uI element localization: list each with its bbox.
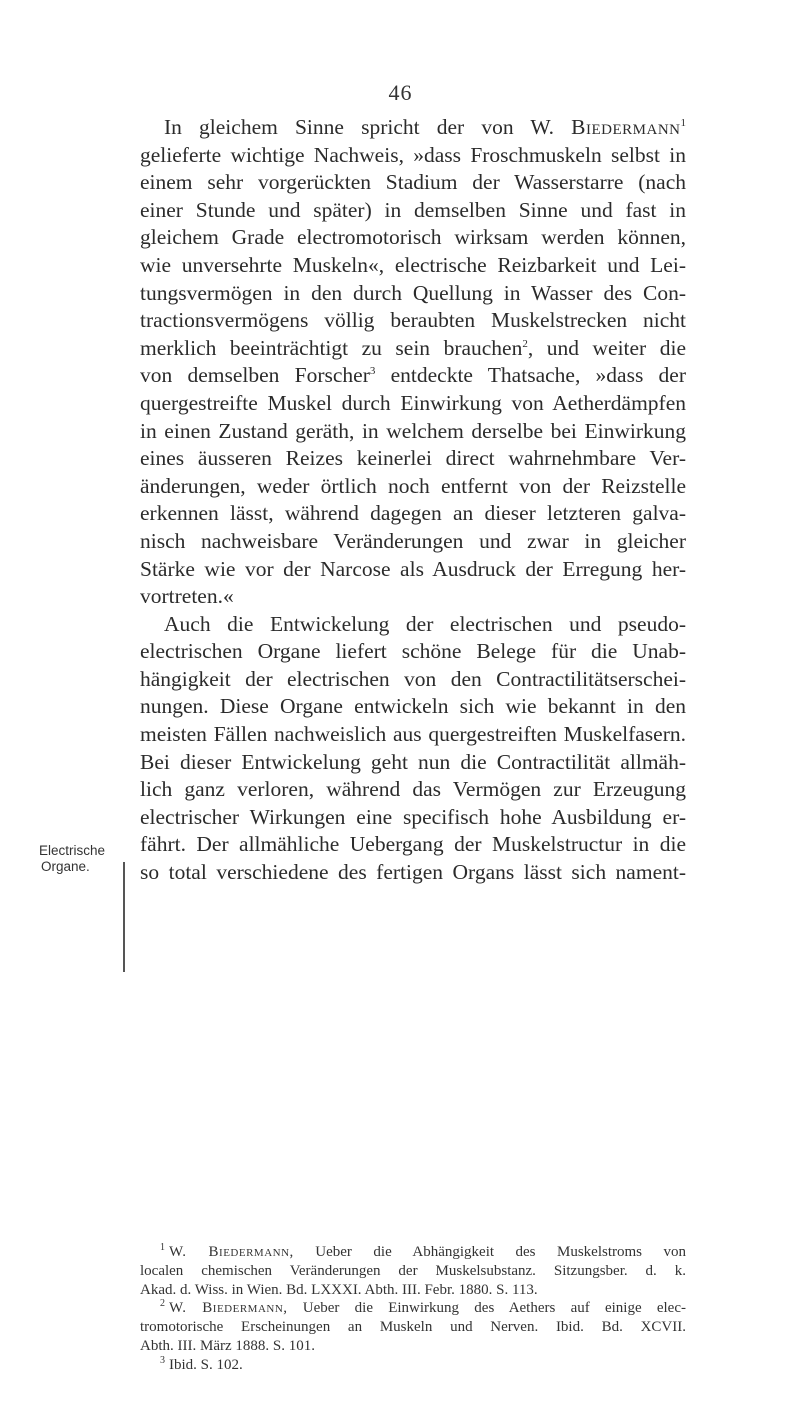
text-line: hängigkeit der electrischen von den Contractilitätserschei- — [140, 666, 686, 691]
text-line: in einen Zustand geräth, in welchem derselbe bei Einwirkung — [140, 418, 686, 443]
text-line: gelieferte wichtige Nachweis, »dass Froschmuskeln selbst in — [140, 142, 686, 167]
text-line: so total verschiedene des fertigen Organs lässt sich nament- — [140, 860, 686, 885]
main-text — [140, 114, 686, 887]
text-line: Stärke wie vor der Narcose als Ausdruck der Erregung her- — [140, 556, 686, 581]
footnote-mark: 2 — [160, 1298, 165, 1310]
text-line: electrischer Wirkungen eine specifisch hohe Ausbildung er- — [140, 804, 686, 829]
footnotes — [140, 1243, 686, 1375]
footnote-line: $^3$ Ibid. S. 102. — [160, 1354, 243, 1373]
text-line: quergestreifte Muskel durch Einwirkung von Aetherdämpfen — [140, 390, 686, 415]
text-line: gleichem Grade electromotorisch wirksam werden können, — [140, 225, 686, 250]
margin-note — [39, 843, 119, 875]
page-number: 46 — [388, 80, 413, 105]
text-line: änderungen, weder örtlich noch entfernt von der Reizstelle — [140, 473, 686, 498]
footnote-ref: 1 — [680, 116, 686, 129]
text-line: erkennen lässt, während dagegen an dieser letzteren galva- — [140, 501, 686, 526]
footnote-line: $^2$ W. Biedermann, Ueber die Einwirkung des Aethers auf einige elec- — [160, 1298, 686, 1317]
footnote-author: W. Biedermann, — [169, 1244, 294, 1260]
footnote-3 — [140, 1356, 686, 1375]
margin-note-line: Electrische — [39, 843, 106, 858]
footnote-line: $^1$ W. Biedermann, Ueber die Abhängigkeit des Muskelstroms von — [160, 1242, 687, 1260]
footnote-line: Abth. III. März 1888. S. 101. — [140, 1337, 315, 1354]
text-line: fährt. Der allmähliche Uebergang der Muskelstructur in die — [140, 832, 686, 857]
text-line: lich ganz verloren, während das Vermögen zur Erzeugung — [140, 777, 686, 802]
text-line: einem sehr vorgerückten Stadium der Wasserstarre (nach — [140, 170, 686, 195]
footnote-author: W. Biedermann, — [169, 1300, 288, 1317]
paragraph-2 — [140, 611, 686, 887]
footnote-mark: 3 — [160, 1354, 165, 1366]
text-line: Bei dieser Entwickelung geht nun die Contractilität allmäh- — [140, 749, 686, 774]
author-name: Biedermann — [571, 115, 681, 139]
text-line: merklich beeinträchtigt zu sein brauchen$^2$, und weiter die — [140, 335, 686, 360]
footnote-line: Akad. d. Wiss. in Wien. Bd. LXXXI. Abth. III. Febr. 1880. S. 113. — [140, 1281, 538, 1298]
text-line: Auch die Entwickelung der electrischen und pseudo- — [164, 611, 686, 636]
text-line: tractionsvermögens völlig beraubten Muskelstrecken nicht — [140, 308, 686, 333]
footnote-1 — [140, 1243, 686, 1299]
text-line: nisch nachweisbare Veränderungen und zwar in gleicher — [140, 528, 686, 553]
text-line: wie unversehrte Muskeln«, electrische Reizbarkeit und Lei- — [140, 252, 686, 277]
text-line: eines äusseren Reizes keinerlei direct wahrnehmbare Ver- — [140, 446, 686, 471]
text-line: electrischen Organe liefert schöne Belege für die Unab- — [140, 639, 686, 664]
text-line: von demselben Forscher$^3$ entdeckte Thatsache, »dass der — [140, 363, 686, 388]
text-line: vortreten.« — [140, 584, 234, 609]
text-line: nungen. Diese Organe entwickeln sich wie bekannt in den — [140, 694, 686, 719]
footnote-ref: 2 — [522, 337, 528, 350]
footnote-mark: 1 — [160, 1242, 165, 1253]
text-line: In gleichem Sinne spricht der von W. Biedermann$^1$ — [164, 115, 686, 139]
text-line: meisten Fällen nachweislich aus quergestreiften Muskelfasern. — [140, 722, 686, 747]
footnote-ref: 3 — [369, 365, 376, 378]
paragraph-1 — [140, 114, 686, 611]
footnote-2 — [140, 1299, 686, 1355]
margin-bracket — [123, 862, 125, 972]
text-line: tungsvermögen in den durch Quellung in Wasser des Con- — [140, 280, 686, 305]
text-line: einer Stunde und später) in demselben Sinne und fast in — [140, 197, 686, 222]
footnote-line: tromotorische Erscheinungen an Muskeln und Nerven. Ibid. Bd. XCVII. — [140, 1319, 686, 1336]
margin-note-line: Organe. — [41, 859, 90, 874]
footnote-line: localen chemischen Veränderungen der Muskelsubstanz. Sitzungsber. d. k. — [140, 1262, 686, 1279]
